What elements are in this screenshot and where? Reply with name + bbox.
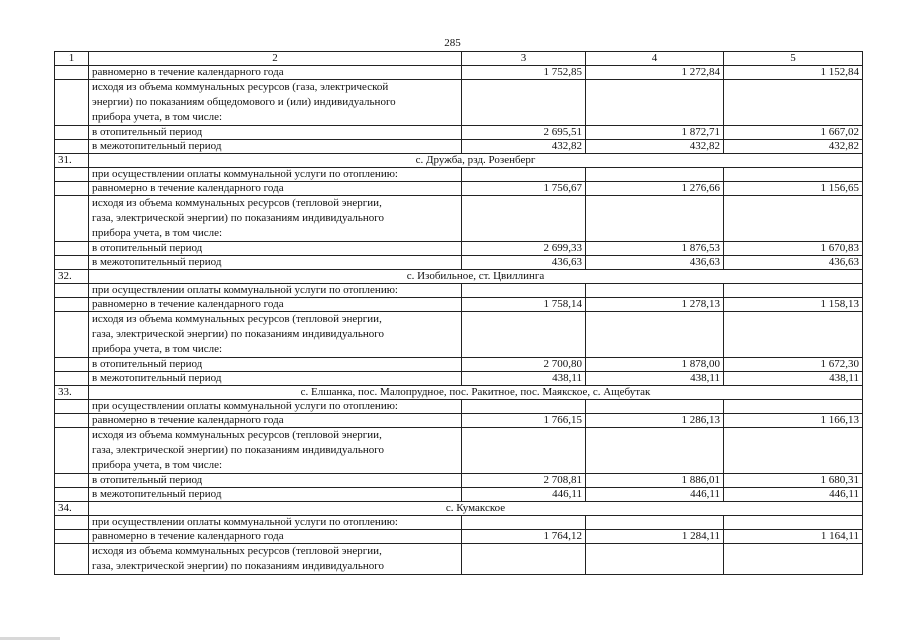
table-row [55, 284, 863, 298]
table-row [55, 358, 863, 372]
header-cell-1: 1 [55, 52, 89, 66]
description-line: исходя из объема коммунальных ресурсов (тепловой энергии, [92, 313, 382, 325]
row-number [55, 80, 89, 126]
header-row [55, 52, 863, 66]
value-col-3: 1 764,12 [462, 530, 586, 544]
value-col-4: 1 886,01 [586, 474, 724, 488]
row-number [55, 544, 89, 575]
value-col-3: 2 695,51 [462, 126, 586, 140]
value-col-3: 2 708,81 [462, 474, 586, 488]
row-number [55, 66, 89, 80]
location-row [55, 154, 863, 168]
value-col-3: 2 699,33 [462, 242, 586, 256]
location-name: с. Дружба, рзд. Розенберг [89, 154, 863, 168]
value-col-4 [586, 544, 724, 575]
value-col-5: 1 667,02 [724, 126, 863, 140]
value-col-5: 1 680,31 [724, 474, 863, 488]
row-description: в отопительный период [89, 242, 462, 256]
value-col-4 [586, 196, 724, 242]
row-number: 32. [55, 270, 89, 284]
row-number [55, 358, 89, 372]
row-number [55, 474, 89, 488]
row-description [89, 544, 462, 575]
value-col-3 [462, 400, 586, 414]
row-description: в отопительный период [89, 358, 462, 372]
value-col-4 [586, 428, 724, 474]
location-name: с. Изобильное, ст. Цвиллинга [89, 270, 863, 284]
row-number [55, 372, 89, 386]
row-description: при осуществлении оплаты коммунальной услуги по отоплению: [89, 400, 462, 414]
description-line: газа, электрической энергии) по показаниям индивидуального [92, 444, 384, 456]
location-name: с. Кумакское [89, 502, 863, 516]
value-col-3 [462, 428, 586, 474]
row-number [55, 182, 89, 196]
row-number [55, 488, 89, 502]
value-col-3: 1 758,14 [462, 298, 586, 312]
row-description: равномерно в течение календарного года [89, 414, 462, 428]
value-col-4: 432,82 [586, 140, 724, 154]
row-description: равномерно в течение календарного года [89, 530, 462, 544]
table-row [55, 488, 863, 502]
value-col-4 [586, 284, 724, 298]
table-row [55, 80, 863, 126]
row-description [89, 80, 462, 126]
row-number [55, 168, 89, 182]
header-cell-4: 4 [586, 52, 724, 66]
value-col-4: 1 272,84 [586, 66, 724, 80]
value-col-4: 438,11 [586, 372, 724, 386]
value-col-3: 2 700,80 [462, 358, 586, 372]
description-line: прибора учета, в том числе: [92, 459, 223, 471]
value-col-3: 432,82 [462, 140, 586, 154]
description-line: газа, электрической энергии) по показаниям индивидуального [92, 560, 384, 572]
table-row [55, 312, 863, 358]
value-col-3: 446,11 [462, 488, 586, 502]
table-row [55, 66, 863, 80]
header-cell-3: 3 [462, 52, 586, 66]
value-col-3 [462, 312, 586, 358]
row-description [89, 428, 462, 474]
table-row [55, 182, 863, 196]
value-col-5: 436,63 [724, 256, 863, 270]
row-number: 31. [55, 154, 89, 168]
value-col-3 [462, 80, 586, 126]
value-col-5 [724, 516, 863, 530]
value-col-5: 1 158,13 [724, 298, 863, 312]
table-row [55, 140, 863, 154]
row-number [55, 126, 89, 140]
table-row [55, 168, 863, 182]
value-col-5 [724, 544, 863, 575]
table-body [55, 52, 863, 575]
row-number: 33. [55, 386, 89, 400]
value-col-4: 1 278,13 [586, 298, 724, 312]
value-col-4: 1 876,53 [586, 242, 724, 256]
row-number [55, 312, 89, 358]
value-col-4: 446,11 [586, 488, 724, 502]
row-description: равномерно в течение календарного года [89, 298, 462, 312]
table-row [55, 530, 863, 544]
row-number [55, 242, 89, 256]
value-col-3 [462, 544, 586, 575]
value-col-4: 1 276,66 [586, 182, 724, 196]
row-description: равномерно в течение календарного года [89, 66, 462, 80]
description-line: исходя из объема коммунальных ресурсов (тепловой энергии, [92, 197, 382, 209]
value-col-5: 438,11 [724, 372, 863, 386]
table-row [55, 298, 863, 312]
description-line: исходя из объема коммунальных ресурсов (тепловой энергии, [92, 545, 382, 557]
table-row [55, 242, 863, 256]
description-line: прибора учета, в том числе: [92, 111, 223, 123]
row-number [55, 298, 89, 312]
row-description: при осуществлении оплаты коммунальной услуги по отоплению: [89, 168, 462, 182]
row-number [55, 400, 89, 414]
row-number [55, 256, 89, 270]
row-number [55, 414, 89, 428]
value-col-4 [586, 516, 724, 530]
value-col-4: 436,63 [586, 256, 724, 270]
table-row [55, 428, 863, 474]
value-col-3: 1 756,67 [462, 182, 586, 196]
row-description: в межотопительный период [89, 372, 462, 386]
value-col-4: 1 286,13 [586, 414, 724, 428]
value-col-3 [462, 196, 586, 242]
location-row [55, 270, 863, 284]
value-col-5 [724, 312, 863, 358]
table-row [55, 256, 863, 270]
location-row [55, 386, 863, 400]
value-col-4 [586, 400, 724, 414]
header-cell-5: 5 [724, 52, 863, 66]
value-col-5 [724, 80, 863, 126]
value-col-3: 436,63 [462, 256, 586, 270]
value-col-4: 1 284,11 [586, 530, 724, 544]
description-line: энергии) по показаниям общедомового и (или) индивидуального [92, 96, 396, 108]
value-col-5: 1 156,65 [724, 182, 863, 196]
row-description [89, 312, 462, 358]
value-col-5: 446,11 [724, 488, 863, 502]
value-col-4: 1 872,71 [586, 126, 724, 140]
row-number [55, 140, 89, 154]
description-line: прибора учета, в том числе: [92, 343, 223, 355]
table-row [55, 400, 863, 414]
value-col-3 [462, 168, 586, 182]
value-col-4: 1 878,00 [586, 358, 724, 372]
value-col-5: 1 670,83 [724, 242, 863, 256]
row-description [89, 196, 462, 242]
value-col-5 [724, 284, 863, 298]
header-cell-2: 2 [89, 52, 462, 66]
description-line: исходя из объема коммунальных ресурсов (газа, электрической [92, 81, 389, 93]
table-row [55, 544, 863, 575]
value-col-3 [462, 284, 586, 298]
value-col-5: 1 166,13 [724, 414, 863, 428]
value-col-5: 1 152,84 [724, 66, 863, 80]
value-col-4 [586, 168, 724, 182]
row-description: в отопительный период [89, 474, 462, 488]
table-row [55, 516, 863, 530]
value-col-5: 432,82 [724, 140, 863, 154]
row-description: при осуществлении оплаты коммунальной услуги по отоплению: [89, 284, 462, 298]
row-number [55, 516, 89, 530]
table-row [55, 372, 863, 386]
row-number [55, 284, 89, 298]
description-line: газа, электрической энергии) по показаниям индивидуального [92, 212, 384, 224]
location-row [55, 502, 863, 516]
row-number [55, 428, 89, 474]
table-row [55, 196, 863, 242]
row-description: равномерно в течение календарного года [89, 182, 462, 196]
row-description: в межотопительный период [89, 140, 462, 154]
row-number [55, 530, 89, 544]
row-description: в межотопительный период [89, 488, 462, 502]
value-col-3 [462, 516, 586, 530]
page-number: 285 [444, 37, 461, 49]
value-col-4 [586, 312, 724, 358]
value-col-5 [724, 428, 863, 474]
row-description: при осуществлении оплаты коммунальной услуги по отоплению: [89, 516, 462, 530]
row-number [55, 196, 89, 242]
table-row [55, 126, 863, 140]
value-col-5: 1 164,11 [724, 530, 863, 544]
description-line: исходя из объема коммунальных ресурсов (тепловой энергии, [92, 429, 382, 441]
row-description: в межотопительный период [89, 256, 462, 270]
value-col-3: 438,11 [462, 372, 586, 386]
tariff-table [54, 51, 863, 575]
value-col-5 [724, 196, 863, 242]
value-col-4 [586, 80, 724, 126]
row-description: в отопительный период [89, 126, 462, 140]
value-col-3: 1 752,85 [462, 66, 586, 80]
description-line: газа, электрической энергии) по показаниям индивидуального [92, 328, 384, 340]
location-name: с. Елшанка, пос. Малопрудное, пос. Ракитное, пос. Маякское, с. Ащебутак [89, 386, 863, 400]
value-col-3: 1 766,15 [462, 414, 586, 428]
value-col-5 [724, 400, 863, 414]
table-row [55, 474, 863, 488]
value-col-5: 1 672,30 [724, 358, 863, 372]
description-line: прибора учета, в том числе: [92, 227, 223, 239]
value-col-5 [724, 168, 863, 182]
table-row [55, 414, 863, 428]
row-number: 34. [55, 502, 89, 516]
